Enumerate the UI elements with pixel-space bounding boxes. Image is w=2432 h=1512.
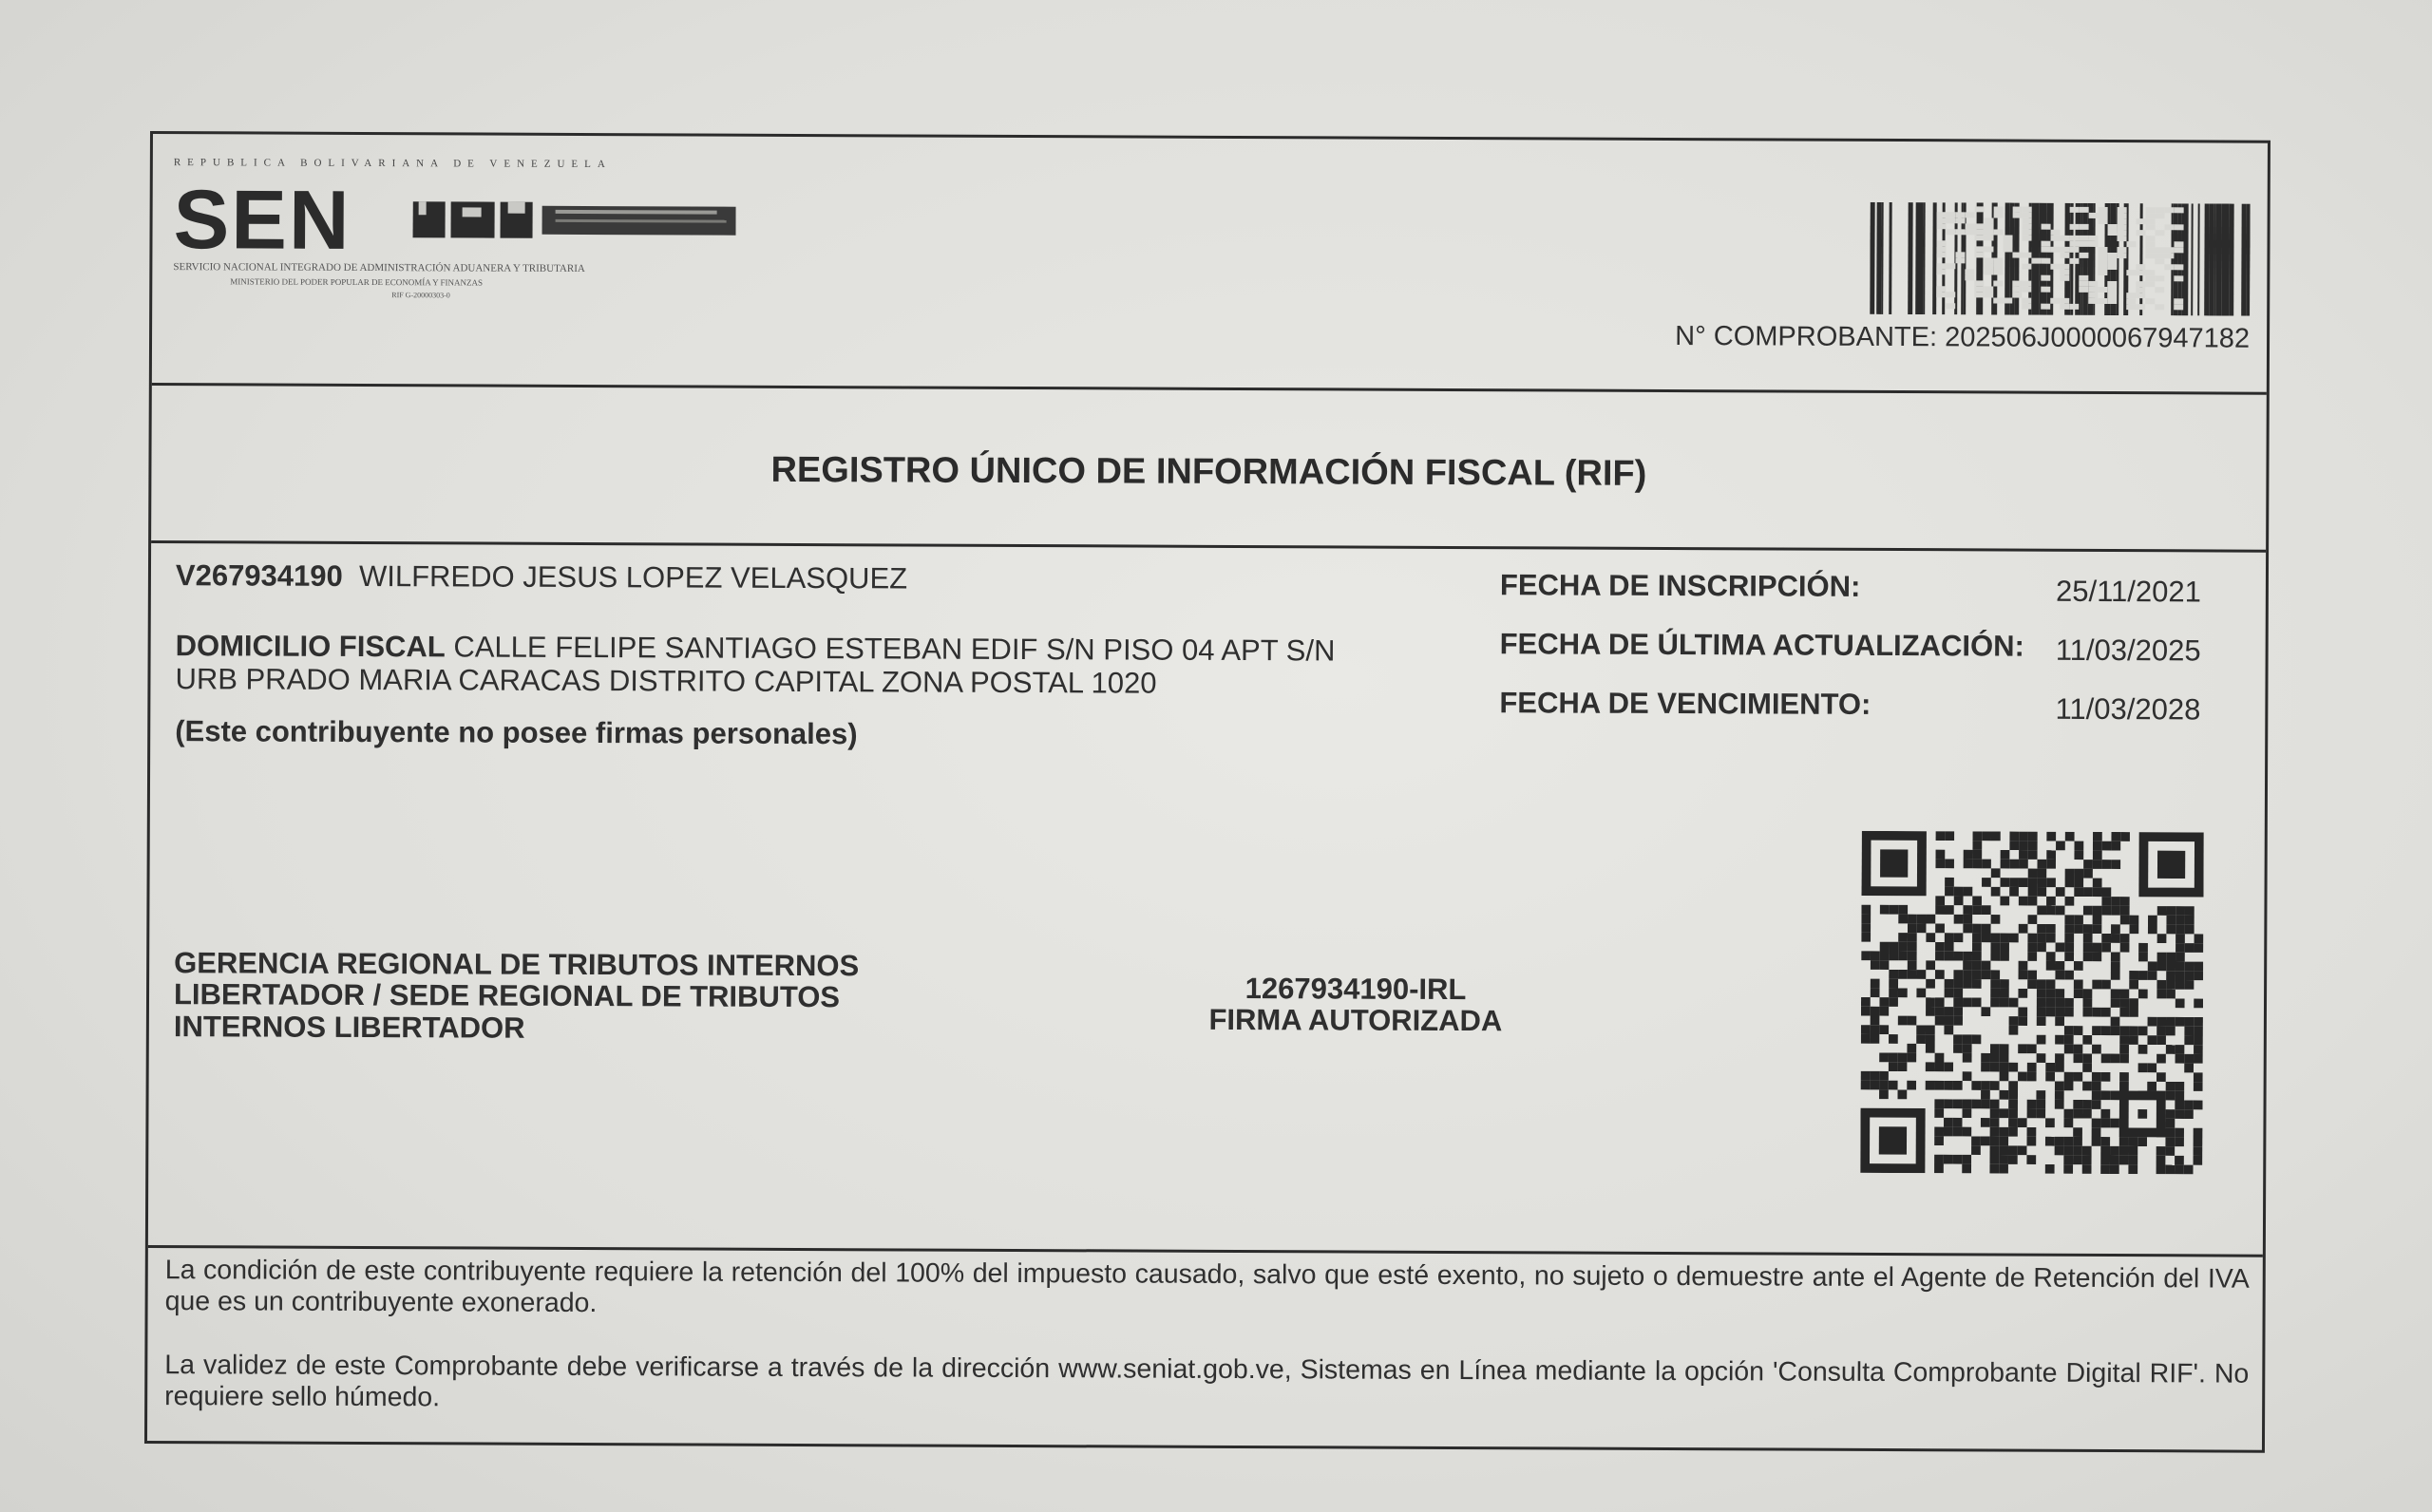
domicilio-fiscal [175, 630, 1335, 701]
vencimiento-value: 11/03/2028 [2055, 691, 2201, 727]
divider-title [151, 540, 2266, 553]
signature-code: 1267934190-IRL [1244, 972, 1467, 1007]
comprobante-number [1675, 321, 2250, 355]
comprobante-label: N° COMPROBANTE: [1675, 321, 1938, 353]
logo-sub-line-1: SERVICIO NACIONAL INTEGRADO DE ADMINISTRACIÓN ADUANERA Y TRIBUTARIA [173, 261, 585, 274]
vencimiento-label: FECHA DE VENCIMIENTO: [1499, 686, 1872, 721]
office-line-2: LIBERTADOR / SEDE REGIONAL DE TRIBUTOS [173, 977, 841, 1014]
authorized-signature [1166, 973, 1546, 1038]
signature-label: FIRMA AUTORIZADA [1208, 1003, 1503, 1038]
inscripcion-label: FECHA DE INSCRIPCIÓN: [1499, 568, 1861, 603]
office-line-3: INTERNOS LIBERTADOR [173, 1010, 525, 1045]
certificate-header [152, 134, 2268, 392]
domicilio-label: DOMICILIO FISCAL [175, 629, 446, 664]
qr-code-icon [1860, 831, 2204, 1175]
footer-validity-note: La validez de este Comprobante debe verificarse a través de la dirección www.seniat.gob.ve, Sistemas en Línea mediante la opción 'Consulta Comprobante Digital RIF'. No requiere sello húmedo. [164, 1350, 2250, 1413]
logo-emblem-icon [413, 198, 736, 240]
taxpayer-identity [176, 559, 907, 595]
actualizacion-value: 11/03/2025 [2055, 633, 2201, 668]
barcode-icon [1870, 202, 2251, 316]
office-line-1: GERENCIA REGIONAL DE TRIBUTOS INTERNOS [174, 946, 860, 983]
document-title: REGISTRO ÚNICO DE INFORMACIÓN FISCAL (RIF) [770, 449, 1647, 494]
logo-brand-text: SEN [173, 172, 352, 267]
firmas-note: (Este contribuyente no posee firmas personales) [175, 714, 858, 751]
footer-retention-note: La condición de este contribuyente requiere la retención del 100% del impuesto causado, salvo que esté exento, no sujeto o demuestre ante el Agente de Retención del IVA que es un contribuyente exonerado. [164, 1255, 2250, 1319]
tax-office [174, 947, 860, 1046]
domicilio-line-1: CALLE FELIPE SANTIAGO ESTEBAN EDIF S/N PISO 04 APT S/N [453, 630, 1336, 668]
logo-top-text: REPUBLICA BOLIVARIANA DE VENEZUELA [173, 157, 612, 171]
comprobante-value: 202506J0000067947182 [1945, 322, 2251, 354]
rif-certificate [144, 131, 2270, 1453]
logo-sub-line-2: MINISTERIO DEL PODER POPULAR DE ECONOMÍA Y FINANZAS [230, 276, 484, 288]
actualizacion-label: FECHA DE ÚLTIMA ACTUALIZACIÓN: [1499, 627, 2024, 663]
logo-sub-line-3: RIF G-20000303-0 [391, 291, 450, 300]
domicilio-line-2: URB PRADO MARIA CARACAS DISTRITO CAPITAL ZONA POSTAL 1020 [175, 661, 1157, 700]
taxpayer-rif: V267934190 [175, 558, 343, 593]
inscripcion-value: 25/11/2021 [2055, 574, 2201, 609]
seniat-logo [173, 157, 734, 321]
taxpayer-name: WILFREDO JESUS LOPEZ VELASQUEZ [358, 558, 908, 595]
